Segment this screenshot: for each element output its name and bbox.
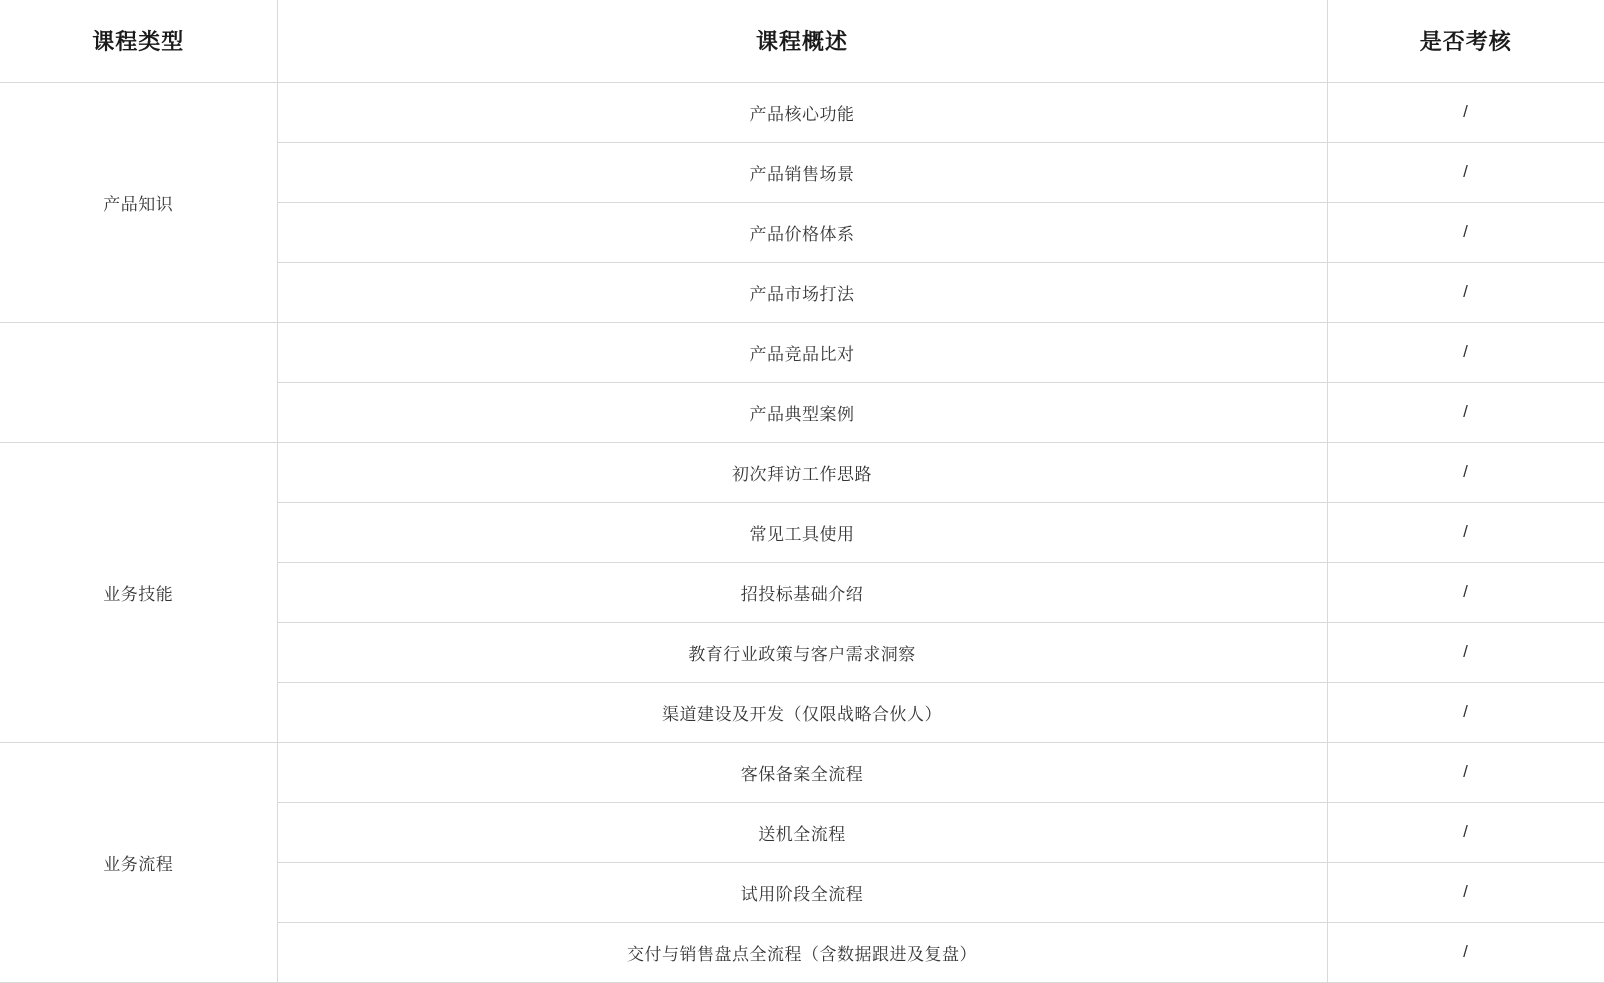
assessment-cell: / bbox=[1327, 862, 1604, 922]
course-overview-cell: 产品销售场景 bbox=[277, 142, 1327, 202]
course-overview-cell: 试用阶段全流程 bbox=[277, 862, 1327, 922]
assessment-cell: / bbox=[1327, 442, 1604, 502]
assessment-cell: / bbox=[1327, 202, 1604, 262]
course-overview-cell: 交付与销售盘点全流程（含数据跟进及复盘） bbox=[277, 922, 1327, 982]
course-overview-cell: 招投标基础介绍 bbox=[277, 562, 1327, 622]
course-overview-cell: 客保备案全流程 bbox=[277, 742, 1327, 802]
course-overview-cell: 产品典型案例 bbox=[277, 382, 1327, 442]
assessment-cell: / bbox=[1327, 922, 1604, 982]
table-row bbox=[0, 442, 1604, 502]
assessment-cell: / bbox=[1327, 802, 1604, 862]
assessment-cell: / bbox=[1327, 262, 1604, 322]
course-type-cell: 业务技能 bbox=[0, 442, 277, 742]
assessment-cell: / bbox=[1327, 502, 1604, 562]
assessment-cell: / bbox=[1327, 742, 1604, 802]
assessment-cell: / bbox=[1327, 682, 1604, 742]
assessment-cell: / bbox=[1327, 82, 1604, 142]
table-row bbox=[0, 82, 1604, 142]
assessment-cell: / bbox=[1327, 622, 1604, 682]
course-type-cell bbox=[0, 322, 277, 442]
course-overview-cell: 初次拜访工作思路 bbox=[277, 442, 1327, 502]
course-overview-cell: 产品核心功能 bbox=[277, 82, 1327, 142]
table-row bbox=[0, 742, 1604, 802]
course-overview-cell: 产品价格体系 bbox=[277, 202, 1327, 262]
course-overview-cell: 产品市场打法 bbox=[277, 262, 1327, 322]
column-header-course-type: 课程类型 bbox=[0, 0, 277, 82]
course-overview-cell: 渠道建设及开发（仅限战略合伙人） bbox=[277, 682, 1327, 742]
table-body bbox=[0, 82, 1604, 982]
table-row bbox=[0, 322, 1604, 382]
course-type-cell: 产品知识 bbox=[0, 82, 277, 322]
column-header-assessment: 是否考核 bbox=[1327, 0, 1604, 82]
column-header-course-overview: 课程概述 bbox=[277, 0, 1327, 82]
course-type-cell: 业务流程 bbox=[0, 742, 277, 982]
course-overview-cell: 产品竞品比对 bbox=[277, 322, 1327, 382]
assessment-cell: / bbox=[1327, 322, 1604, 382]
table-header bbox=[0, 0, 1604, 82]
course-overview-cell: 教育行业政策与客户需求洞察 bbox=[277, 622, 1327, 682]
course-overview-cell: 常见工具使用 bbox=[277, 502, 1327, 562]
assessment-cell: / bbox=[1327, 562, 1604, 622]
assessment-cell: / bbox=[1327, 142, 1604, 202]
table-header-row bbox=[0, 0, 1604, 82]
assessment-cell: / bbox=[1327, 382, 1604, 442]
course-overview-cell: 送机全流程 bbox=[277, 802, 1327, 862]
